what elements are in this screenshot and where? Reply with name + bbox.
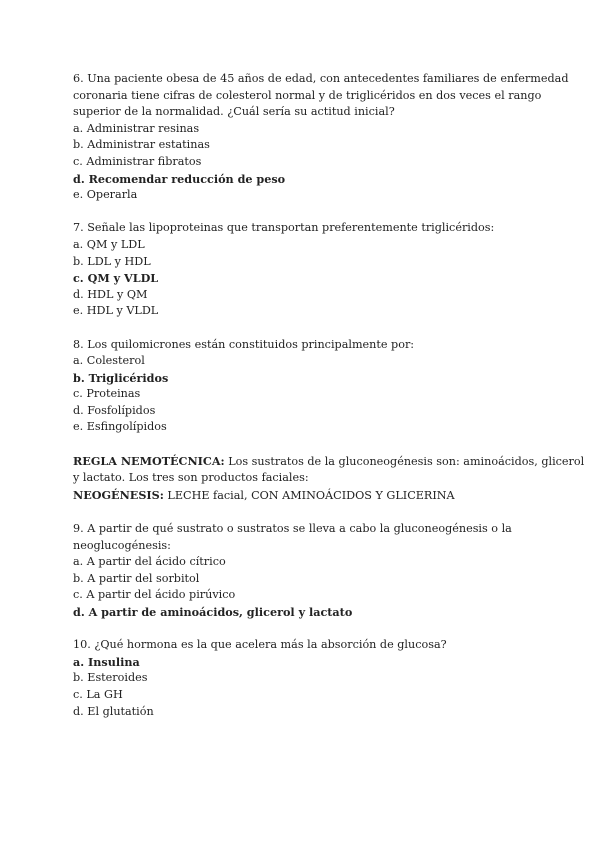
mnemonic-text-line2: y lactato. Los tres son productos faciales: [73, 471, 309, 485]
question-stem-line: neoglucogénesis: [73, 538, 171, 552]
answer-option: e. HDL y VLDL [73, 304, 159, 318]
mnemonic-rule [73, 453, 585, 505]
question-stem-line: 7. Señale las lipoproteinas que transportan preferentemente triglicéridos: [73, 221, 495, 235]
answer-option: d. El glutatión [73, 704, 154, 718]
mnemonic-text: Los sustratos de la gluconeogénesis son: aminoácidos, glicerol [224, 454, 585, 468]
answer-option: d. HDL y QM [73, 287, 148, 301]
answer-option-correct: a. Insulina [73, 654, 140, 669]
neogenesis-line [73, 487, 533, 505]
question-stem-line: superior de la normalidad. ¿Cuál sería su actitud inicial? [73, 105, 395, 119]
answer-option-correct: d. A partir de aminoácidos, glicerol y lactato [73, 605, 353, 619]
question-stem-line: 8. Los quilomicrones están constituidos principalmente por: [73, 337, 415, 351]
answer-option: b. Administrar estatinas [73, 138, 210, 152]
answer-option-correct: d. Recomendar reducción de peso [73, 171, 286, 186]
mnemonic-label: REGLA NEMOTÉCNICA: [73, 453, 225, 468]
answer-option: a. Colesterol [73, 354, 145, 368]
question-stem-line: 6. Una paciente obesa de 45 años de edad, con antecedentes familiares de enfermedad [73, 72, 569, 85]
question-10 [73, 637, 533, 720]
answer-option: a. Administrar resinas [73, 121, 200, 135]
answer-option: e. Esfingolípidos [73, 420, 167, 434]
answer-option-correct: b. Triglicéridos [73, 370, 169, 385]
answer-option: c. La GH [73, 687, 123, 701]
question-7 [73, 220, 533, 320]
answer-option: c. Administrar fibratos [73, 154, 202, 168]
answer-option: c. Proteinas [73, 387, 141, 401]
answer-option: b. A partir del sorbitol [73, 571, 200, 585]
answer-option: e. Operarla [73, 188, 138, 202]
neogenesis-label: NEOGÉNESIS: [73, 487, 164, 502]
answer-option: a. A partir del ácido cítrico [73, 555, 226, 569]
answer-option: a. QM y LDL [73, 237, 145, 251]
question-6 [73, 71, 569, 204]
answer-option: c. A partir del ácido pirúvico [73, 588, 236, 602]
answer-option: b. LDL y HDL [73, 254, 151, 268]
question-stem-line: coronaria tiene cifras de colesterol normal y de triglicéridos en dos veces el rango [73, 88, 542, 102]
neogenesis-text: LECHE facial, CON AMINOÁCIDOS Y GLICERINA [163, 488, 455, 502]
question-8 [73, 337, 533, 437]
mnemonic-line [73, 453, 585, 471]
question-stem-line: 10. ¿Qué hormona es la que acelera más la absorción de glucosa? [73, 638, 447, 652]
question-stem-line: 9. A partir de qué sustrato o sustratos se lleva a cabo la gluconeogénesis o la [73, 522, 512, 536]
answer-option: b. Esteroides [73, 671, 148, 685]
question-9 [73, 521, 533, 621]
document-content [73, 71, 585, 737]
answer-option: d. Fosfolípidos [73, 403, 156, 417]
answer-option-correct: c. QM y VLDL [73, 271, 159, 286]
